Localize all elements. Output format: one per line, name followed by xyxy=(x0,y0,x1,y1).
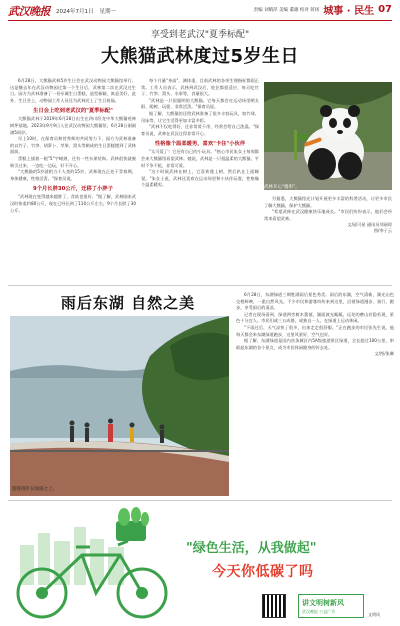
masthead xyxy=(8,2,116,20)
photo-credit: 图/李子云 xyxy=(373,228,392,234)
story-kicker: 享受到老武汉"夏季标配" xyxy=(150,30,250,40)
byline: 文/图/张琳 xyxy=(374,351,394,357)
paragraph: 另据悉，大熊猫馆还计划开展更多丰富的科普活动，让更多市民了解大熊猫，保护大熊猫。 xyxy=(264,196,392,208)
paragraph: 蛋糕上插着一根"5"字蜡烛，还有一些水果装饰。武林很快就被吸引过来，一边吃一边玩，好不开心。 xyxy=(10,155,136,168)
issue-weekday: 星期一 xyxy=(99,9,117,15)
story-headline: 大熊猫武林度过5岁生日 xyxy=(100,46,300,67)
story1-column-3 xyxy=(264,196,392,234)
panda-photo xyxy=(264,82,392,190)
section-divider xyxy=(8,285,392,286)
editor-credits: 责编 刘晴萍 美编 董雄 校对 蒋扬 xyxy=(253,7,320,13)
paragraph: 据了解，东湖绿道是国内首条城区内5A级旅游景区绿道，全长超过100公里，串联起东湖的各个景点，成为市民休闲健身的好去处。 xyxy=(236,338,394,350)
paragraph: 据了解，大熊猫馆还给武林准备了很多丰容玩具，如竹球、吊床等，让它生活得更加丰富多彩。 xyxy=(141,110,259,123)
badge-title: 讲文明树新风 xyxy=(302,599,344,607)
paragraph: 早上10时，在保育员和营养师的共同努力下，园方为武林准备的以竹子、竹笋、胡萝卜、苹果、窝头等制成的生日蛋糕摆到了武林面前。 xyxy=(10,136,136,155)
paragraph: 大熊猫武林于2019年6月28日出生在四川卧龙中华大熊猫苑神树坪基地，2023年9月9日入住武汉动物园大熊猫馆，6月28日刚刚满5周岁。 xyxy=(10,116,136,135)
qr-code-icon xyxy=(262,594,286,618)
ad-credit: 文明风 xyxy=(368,612,380,617)
story2-body xyxy=(236,292,394,357)
paragraph: "武林是一只很聪明的大熊猫，它每天都会在运动场里晒太阳、爬树、玩耍，非常活泼。"保育员说。 xyxy=(141,97,259,110)
story1-column-2 xyxy=(141,78,259,189)
paragraph: "武林不仅吃得好，还非常爱干净，经常会给自己洗澡。"保育员说，武林在武汉过得非常开心。 xyxy=(141,124,259,136)
badge-subtitle: 武汉晚报 公益广告 xyxy=(302,609,336,614)
east-lake-photo xyxy=(10,316,229,496)
lake-greenway-illustration xyxy=(10,316,229,496)
lake-photo-caption: 游客漫步在绿道之上。 xyxy=(12,487,57,492)
paragraph: "希望武林在武汉健康快乐地成长。"市民们纷纷表示，他们会经常来看望武林。 xyxy=(264,209,392,221)
paragraph: "下雨过后，天气凉快了很多，出来走走很舒服。"正在跑步的市民张先生说，他每天都会来东湖绿道跑步，这里风景好，空气也好。 xyxy=(236,324,394,337)
section-divider xyxy=(8,500,392,501)
civility-badge xyxy=(298,594,364,618)
ad-subline: 今天你低碳了吗 xyxy=(212,564,314,580)
newspaper-logo: 武汉晚报 xyxy=(8,5,50,18)
paragraph: "太可爱了！它还有自己的小玩具。"热心市民朱女士每周都会来大熊猫馆看望武林。她说，武林是一只很温柔的大熊猫，平时不争不抢，非常可爱。 xyxy=(141,149,259,168)
byline: 文/邱可星 通讯员刘丽琼 xyxy=(347,222,392,228)
paragraph: "武林现在变得越来越胖了，食欲也很好。"据了解，武林刚来武汉时体重约80公斤，现在已经长到了110公斤左右，9个月长胖了30公斤。 xyxy=(10,194,137,213)
header-right xyxy=(254,2,392,17)
page-number: 07 xyxy=(378,4,392,15)
subheading: 9个月长胖30公斤，迁移了小胖子 xyxy=(33,186,113,193)
paragraph: 记者在现场看到，绿道两旁树木葱郁，湖面波光粼粼，远处的磨山若隐若现，景色十分宜人。市民们或三五成群，或独自一人，在绿道上运动休闲。 xyxy=(236,311,394,324)
paragraph: 6月28日，大熊猫武林5岁生日会在武汉动物园大熊猫馆举行。这是继去年在武汉动物园过第一个生日后，武林第二次在武汉过生日。园方为武林准备了一份专属生日蛋糕，造型新颖、寓意美好，此外，生日会上，动物园工作人员还为武林送上了生日祝福。 xyxy=(10,78,136,103)
paragraph: "这个时候武林在树上，它喜欢爬上树，然后趴在上面睡觉。"朱女士说，武林还喜欢在运动场里和小伙伴玩耍，性格像个温柔暖男。 xyxy=(141,169,259,188)
issue-date: 2024年7月1日 xyxy=(56,9,94,15)
paragraph: 每个月量"身高"，测体重，目前武林的各项生理指标都很正常。工作人员表示，武林到武汉后，吃住都很适应，每天吃竹子、竹笋、窝头、水果等，食量很大。 xyxy=(141,78,259,97)
header-rule xyxy=(8,20,392,21)
paragraph: 6月28日，东湖绿道三期胜湖雨后景色秀美。雨后的东湖，空气清新，湖光山色交相辉映，一派自然风光。不少市民和游客纷纷来到这里，沿着绿道漫步、骑行、跑步，享受雨后的清凉。 xyxy=(236,292,394,311)
panda-photo-caption: 武林开心"撸串"。 xyxy=(264,185,300,190)
paragraph: "大熊猫的5岁就相当于人类的15岁，武林现在正处于青春期，身体健康，性格活泼。"保育员说。 xyxy=(10,169,136,181)
panda-illustration xyxy=(264,82,392,190)
subheading: 性格像个温柔暖男，喜欢"卡住"小伙伴 xyxy=(154,141,246,148)
story1-column-1 xyxy=(10,78,136,214)
section-title: 城事 · 民生 xyxy=(323,6,375,17)
story2-headline: 雨后东湖 自然之美 xyxy=(60,294,196,312)
ad-headline: "绿色生活，从我做起" xyxy=(186,541,317,556)
subheading: 生日会上吃到老武汉的"夏季标配" xyxy=(33,108,113,115)
